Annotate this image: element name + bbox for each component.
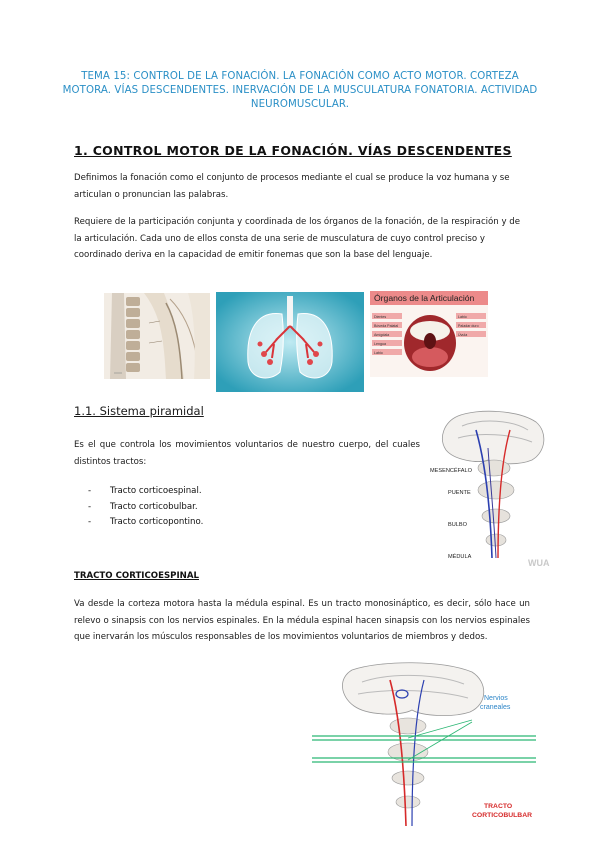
label-mesencefalo: MESENCÉFALO xyxy=(430,468,472,474)
mouth-figure-title: Órganos de la Articulación xyxy=(374,293,475,303)
mouth-label-left-5: Labio xyxy=(374,351,383,355)
mouth-label-right-1: Labio xyxy=(458,315,467,319)
subheading-tracto-corticoespinal: TRACTO CORTICOESPINAL xyxy=(74,571,199,581)
bullet-text: Tracto corticobulbar. xyxy=(110,501,198,512)
mouth-label-right-2: Paladar duro xyxy=(458,324,479,328)
list-item: - Tracto corticoespinal. xyxy=(88,486,202,496)
list-item: - Tracto corticobulbar. xyxy=(88,501,198,512)
mouth-label-left-1: Dientes xyxy=(374,315,387,319)
label-medula: MÉDULA xyxy=(448,554,472,560)
articulation-organs-image xyxy=(370,291,488,377)
corticobulbar-tract-diagram xyxy=(312,660,536,828)
paragraph-sistema-piramidal: Es el que controla los movimientos voluntarios de nuestro cuerpo, del cuales distintos tractos: xyxy=(74,440,420,467)
label-nervios: Nervios xyxy=(484,695,508,702)
document-title: TEMA 15: CONTROL DE LA FONACIÓN. LA FONACIÓN COMO ACTO MOTOR. CORTEZA MOTORA. VÍAS DESCENDENTES. INERVACIÓN DE LA MUSCULATURA FONATORIA. ACTIVIDAD NEUROMUSCULAR. xyxy=(62,71,538,110)
label-puente: PUENTE xyxy=(448,490,471,496)
tract-list xyxy=(88,484,203,531)
label-tracto: TRACTO xyxy=(484,803,513,810)
label-corticobulbar: CORTICOBULBAR xyxy=(472,812,533,819)
mouth-label-left-2: Bóveda Palatal xyxy=(374,324,399,328)
label-bulbo: BULBO xyxy=(448,522,467,528)
list-item: - Tracto corticopontino. xyxy=(88,517,204,527)
pyramidal-tract-diagram xyxy=(428,408,552,572)
paragraph-definition: Definimos la fonación como el conjunto de procesos mediante el cual se produce la voz humana y se articulan o pronuncian las palabras. xyxy=(74,173,510,200)
bullet-text: Tracto corticopontino. xyxy=(110,517,204,527)
label-craneales: craneales xyxy=(480,704,511,711)
watermark-logo: WUA xyxy=(528,558,550,568)
paragraph-tracto-corticoespinal: Va desde la corteza motora hasta la médula espinal. Es un tracto monosináptico, es decir, sólo hace un relevo o sinapsis con los nervios espinales. En la médula espinal hacen sinapsis con los nervios espinales que inervarán los músculos responsables de los movimientos voluntarios de miembros y dedos. xyxy=(74,599,530,642)
section-heading-control-motor: 1. CONTROL MOTOR DE LA FONACIÓN. VÍAS DESCENDENTES xyxy=(74,143,512,158)
bullet-text: Tracto corticoespinal. xyxy=(110,486,202,496)
neck-anatomy-image xyxy=(104,293,210,379)
mouth-label-right-3: Úvula xyxy=(458,333,468,337)
section-heading-sistema-piramidal: 1.1. Sistema piramidal xyxy=(74,404,204,418)
mouth-label-left-3: Amígdala xyxy=(374,333,390,337)
paragraph-organs: Requiere de la participación conjunta y coordinada de los órganos de la fonación, de la respiración y de la articulación. Cada uno de ellos consta de una serie de musculatura de cuyo control preciso y coordinado deriva en la capacidad de emitir fonemas que son la base del lenguaje. xyxy=(74,217,521,260)
lungs-image xyxy=(216,292,364,392)
mouth-label-left-4: Lengua xyxy=(374,342,386,346)
